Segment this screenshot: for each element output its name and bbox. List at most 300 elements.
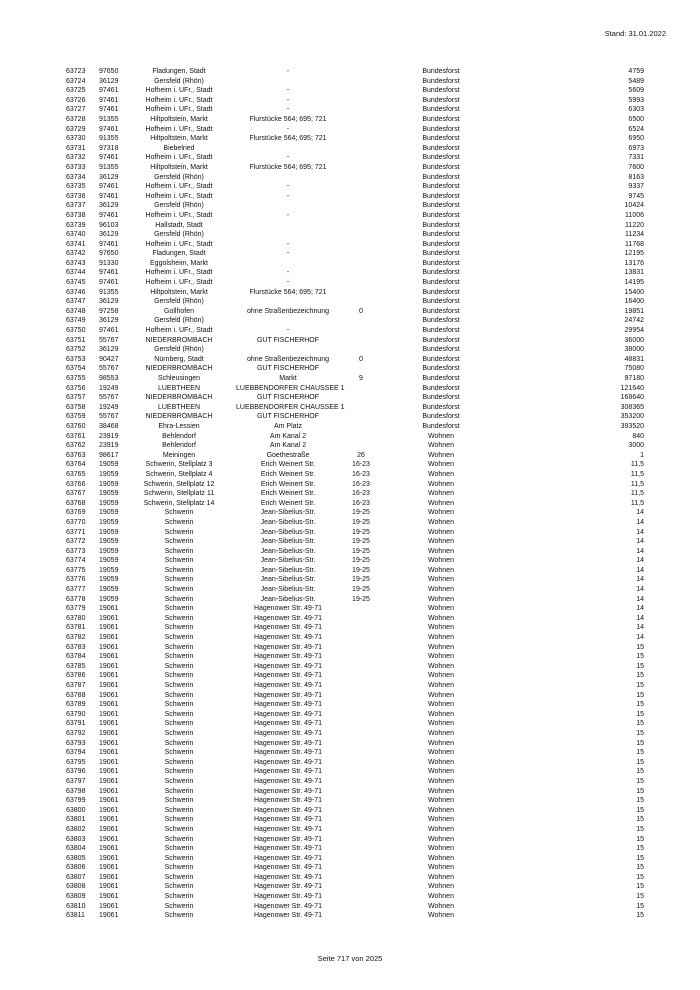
street-cell: -: [286, 240, 290, 248]
postal-code-cell: 55767: [99, 394, 119, 402]
table-row: [66, 825, 644, 835]
table-row: [66, 556, 644, 566]
area-value-cell: 14: [636, 509, 644, 517]
location-cell: Schwerin: [164, 586, 194, 594]
street-cell: Jean-Sibelius-Str.: [260, 509, 316, 517]
location-cell: Eggolsheim, Markt: [150, 259, 208, 267]
postal-code-cell: 19061: [99, 720, 119, 728]
area-value-cell: 13176: [624, 259, 644, 267]
area-value-cell: 15: [636, 643, 644, 651]
table-row: [66, 719, 644, 729]
usage-type-cell: Bundesforst: [422, 250, 460, 258]
table-row: [66, 902, 644, 912]
postal-code-cell: 19061: [99, 873, 119, 881]
row-id-cell: 63748: [66, 307, 86, 315]
table-row: [66, 480, 644, 490]
usage-type-cell: Bundesforst: [422, 307, 460, 315]
house-number-cell: 0: [359, 355, 363, 363]
street-cell: Hagenower Str. 49-71: [253, 816, 323, 824]
usage-type-cell: Wohnen: [428, 547, 454, 555]
row-id-cell: 63765: [66, 470, 86, 478]
postal-code-cell: 97461: [99, 269, 119, 277]
postal-code-cell: 19061: [99, 749, 119, 757]
area-value-cell: 12195: [624, 250, 644, 258]
area-value-cell: 15: [636, 902, 644, 910]
location-cell: Schwerin: [164, 557, 194, 565]
street-cell: -: [286, 87, 290, 95]
row-id-cell: 63732: [66, 154, 86, 162]
location-cell: Behlendorf: [162, 432, 196, 440]
area-value-cell: 14: [636, 528, 644, 536]
location-cell: Schwerin, Stellplatz 12: [143, 480, 215, 488]
usage-type-cell: Bundesforst: [422, 384, 460, 392]
usage-type-cell: Wohnen: [428, 643, 454, 651]
street-cell: ohne Straßenbezeichnung: [246, 355, 330, 363]
street-cell: Hagenower Str. 49-71: [253, 758, 323, 766]
row-id-cell: 63742: [66, 250, 86, 258]
postal-code-cell: 19059: [99, 461, 119, 469]
usage-type-cell: Wohnen: [428, 490, 454, 498]
usage-type-cell: Wohnen: [428, 614, 454, 622]
location-cell: Schwerin: [164, 720, 194, 728]
street-cell: LUEBBENDORFER CHAUSSEE 1: [236, 384, 345, 392]
street-cell: GUT FISCHERHOF: [256, 394, 320, 402]
usage-type-cell: Wohnen: [428, 566, 454, 574]
row-id-cell: 63766: [66, 480, 86, 488]
location-cell: Hofheim i. UFr., Stadt: [145, 192, 213, 200]
row-id-cell: 63772: [66, 538, 86, 546]
table-row: [66, 787, 644, 797]
area-value-cell: 11220: [625, 221, 644, 229]
row-id-cell: 63743: [66, 259, 86, 267]
row-id-cell: 63724: [66, 77, 86, 85]
postal-code-cell: 19061: [99, 758, 119, 766]
postal-code-cell: 97461: [99, 279, 119, 287]
area-value-cell: 121640: [620, 384, 644, 392]
usage-type-cell: Bundesforst: [422, 231, 460, 239]
usage-type-cell: Bundesforst: [422, 154, 460, 162]
house-number-cell: 0: [359, 307, 363, 315]
usage-type-cell: Bundesforst: [422, 192, 460, 200]
location-cell: Schwerin: [164, 595, 194, 603]
location-cell: NIEDERBROMBACH: [145, 394, 213, 402]
usage-type-cell: Wohnen: [428, 451, 454, 459]
row-id-cell: 63726: [66, 96, 86, 104]
usage-type-cell: Bundesforst: [422, 115, 460, 123]
row-id-cell: 63808: [66, 883, 86, 891]
street-cell: Hagenower Str. 49-71: [253, 854, 323, 862]
usage-type-cell: Wohnen: [428, 442, 454, 450]
street-cell: Hagenower Str. 49-71: [253, 614, 323, 622]
area-value-cell: 15: [636, 806, 644, 814]
table-row: [66, 758, 644, 768]
location-cell: Schwerin: [164, 653, 194, 661]
table-row: [66, 384, 644, 394]
postal-code-cell: 19061: [99, 662, 119, 670]
area-value-cell: 14: [636, 557, 644, 565]
street-cell: Hagenower Str. 49-71: [253, 643, 323, 651]
area-value-cell: 15: [636, 749, 644, 757]
table-row: [66, 508, 644, 518]
row-id-cell: 63809: [66, 893, 86, 901]
postal-code-cell: 55767: [99, 413, 119, 421]
location-cell: Hiltpoltstein, Markt: [150, 135, 208, 143]
row-id-cell: 63778: [66, 595, 86, 603]
table-row: [66, 671, 644, 681]
street-cell: Am Kanal 2: [269, 432, 307, 440]
usage-type-cell: Wohnen: [428, 499, 454, 507]
usage-type-cell: Wohnen: [428, 710, 454, 718]
postal-code-cell: 19061: [99, 864, 119, 872]
postal-code-cell: 97461: [99, 327, 119, 335]
street-cell: -: [286, 250, 290, 258]
usage-type-cell: Bundesforst: [422, 336, 460, 344]
location-cell: Schwerin: [164, 614, 194, 622]
postal-code-cell: 19059: [99, 490, 119, 498]
area-value-cell: 15: [636, 729, 644, 737]
area-value-cell: 15: [636, 682, 644, 689]
row-id-cell: 63771: [66, 528, 86, 536]
area-value-cell: 15: [636, 893, 644, 901]
table-row: [66, 163, 644, 173]
postal-code-cell: 97461: [99, 125, 119, 133]
table-row: [66, 499, 644, 509]
usage-type-cell: Bundesforst: [422, 269, 460, 277]
area-value-cell: 15: [636, 912, 644, 920]
street-cell: Hagenower Str. 49-71: [253, 720, 323, 728]
usage-type-cell: Wohnen: [428, 720, 454, 728]
street-cell: Hagenower Str. 49-71: [253, 893, 323, 901]
area-value-cell: 14: [636, 605, 644, 613]
table-row: [66, 806, 644, 816]
usage-type-cell: Wohnen: [428, 634, 454, 642]
postal-code-cell: 19061: [99, 634, 119, 642]
postal-code-cell: 23919: [99, 442, 119, 450]
table-row: [66, 192, 644, 202]
location-cell: LUEBTHEEN: [157, 384, 200, 392]
location-cell: Schwerin: [164, 672, 194, 680]
table-row: [66, 432, 644, 442]
row-id-cell: 63747: [66, 298, 86, 306]
street-cell: Flurstücke 564; 695; 721: [249, 115, 327, 123]
area-value-cell: 15: [636, 864, 644, 872]
house-number-cell: 9: [359, 375, 363, 382]
usage-type-cell: Bundesforst: [422, 163, 460, 171]
postal-code-cell: 36129: [99, 231, 119, 239]
usage-type-cell: Bundesforst: [422, 346, 460, 354]
area-value-cell: 15: [636, 768, 644, 776]
location-cell: Schwerin: [164, 768, 194, 776]
house-number-cell: 19-25: [352, 595, 370, 603]
street-cell: Hagenower Str. 49-71: [253, 864, 323, 872]
house-number-cell: 19-25: [352, 509, 370, 517]
table-row: [66, 633, 644, 643]
usage-type-cell: Wohnen: [428, 509, 454, 517]
street-cell: Hagenower Str. 49-71: [253, 739, 323, 747]
area-value-cell: 15: [636, 691, 644, 699]
house-number-cell: 19-25: [352, 547, 370, 555]
row-id-cell: 63810: [66, 902, 86, 910]
table-row: [66, 96, 644, 106]
location-cell: Schwerin: [164, 758, 194, 766]
usage-type-cell: Wohnen: [428, 835, 454, 843]
area-value-cell: 15: [636, 835, 644, 843]
postal-code-cell: 19061: [99, 777, 119, 785]
area-value-cell: 11006: [625, 211, 644, 219]
street-cell: Hagenower Str. 49-71: [253, 701, 323, 709]
row-id-cell: 63777: [66, 586, 86, 594]
table-row: [66, 297, 644, 307]
postal-code-cell: 19061: [99, 739, 119, 747]
location-cell: Schwerin: [164, 538, 194, 546]
area-value-cell: 15: [636, 739, 644, 747]
area-value-cell: 14: [636, 624, 644, 632]
street-cell: ohne Straßenbezeichnung: [246, 307, 330, 315]
table-row: [66, 652, 644, 662]
postal-code-cell: 19059: [99, 480, 119, 488]
street-cell: Hagenower Str. 49-71: [253, 682, 323, 689]
usage-type-cell: Wohnen: [428, 912, 454, 920]
location-cell: Biebelried: [163, 144, 195, 152]
table-row: [66, 882, 644, 892]
table-row: [66, 393, 644, 403]
postal-code-cell: 19059: [99, 576, 119, 584]
usage-type-cell: Wohnen: [428, 595, 454, 603]
postal-code-cell: 97461: [99, 192, 119, 200]
location-cell: Nürnberg, Stadt: [154, 355, 204, 363]
area-value-cell: 6524: [628, 125, 644, 133]
table-row: [66, 288, 644, 298]
street-cell: Hagenower Str. 49-71: [253, 902, 323, 910]
postal-code-cell: 19061: [99, 854, 119, 862]
row-id-cell: 63734: [66, 173, 86, 181]
usage-type-cell: Bundesforst: [422, 125, 460, 133]
area-value-cell: 7600: [628, 163, 644, 171]
street-cell: Flurstücke 564; 695; 721: [249, 163, 327, 171]
table-row: [66, 614, 644, 624]
table-row: [66, 221, 644, 231]
street-cell: Jean-Sibelius-Str.: [260, 518, 316, 526]
usage-type-cell: Wohnen: [428, 873, 454, 881]
row-id-cell: 63795: [66, 758, 86, 766]
area-value-cell: 11234: [625, 231, 644, 239]
table-row: [66, 412, 644, 422]
table-row: [66, 144, 644, 154]
table-row: [66, 892, 644, 902]
house-number-cell: 16-23: [352, 480, 370, 488]
row-id-cell: 63735: [66, 183, 86, 191]
usage-type-cell: Bundesforst: [422, 327, 460, 335]
area-value-cell: 15: [636, 720, 644, 728]
location-cell: Hofheim i. UFr., Stadt: [145, 87, 213, 95]
location-cell: Hiltpoltstein, Markt: [150, 115, 208, 123]
postal-code-cell: 91330: [99, 259, 119, 267]
usage-type-cell: Wohnen: [428, 787, 454, 795]
row-id-cell: 63723: [66, 68, 86, 75]
location-cell: Gersfeld (Rhön): [154, 202, 204, 210]
postal-code-cell: 19059: [99, 586, 119, 594]
location-cell: NIEDERBROMBACH: [145, 365, 213, 373]
area-value-cell: 15: [636, 797, 644, 805]
table-row: [66, 441, 644, 451]
usage-type-cell: Wohnen: [428, 528, 454, 536]
usage-type-cell: Wohnen: [428, 797, 454, 805]
usage-type-cell: Bundesforst: [422, 375, 460, 382]
usage-type-cell: Bundesforst: [422, 394, 460, 402]
street-cell: Erich Weinert Str.: [260, 461, 316, 469]
postal-code-cell: 97650: [99, 250, 119, 258]
location-cell: Hofheim i. UFr., Stadt: [145, 183, 213, 191]
area-value-cell: 36000: [624, 336, 644, 344]
table-row: [66, 345, 644, 355]
postal-code-cell: 19061: [99, 845, 119, 853]
location-cell: Hallstadt, Stadt: [155, 221, 203, 229]
house-number-cell: 19-25: [352, 557, 370, 565]
location-cell: Hofheim i. UFr., Stadt: [145, 240, 213, 248]
street-cell: Hagenower Str. 49-71: [253, 835, 323, 843]
street-cell: -: [286, 68, 290, 75]
postal-code-cell: 19061: [99, 643, 119, 651]
table-row: [66, 710, 644, 720]
area-value-cell: 5609: [628, 87, 644, 95]
row-id-cell: 63763: [66, 451, 86, 459]
location-cell: Schleusingen: [157, 375, 201, 382]
location-cell: Schwerin: [164, 643, 194, 651]
postal-code-cell: 97461: [99, 106, 119, 114]
table-row: [66, 77, 644, 87]
postal-code-cell: 91355: [99, 135, 119, 143]
postal-code-cell: 19061: [99, 797, 119, 805]
area-value-cell: 29954: [624, 327, 644, 335]
postal-code-cell: 97461: [99, 183, 119, 191]
table-row: [66, 201, 644, 211]
usage-type-cell: Wohnen: [428, 729, 454, 737]
postal-code-cell: 19061: [99, 816, 119, 824]
postal-code-cell: 19059: [99, 547, 119, 555]
location-cell: Schwerin: [164, 816, 194, 824]
row-id-cell: 63760: [66, 422, 86, 430]
table-row: [66, 307, 644, 317]
location-cell: Hofheim i. UFr., Stadt: [145, 211, 213, 219]
house-number-cell: 19-25: [352, 528, 370, 536]
usage-type-cell: Bundesforst: [422, 288, 460, 296]
postal-code-cell: 19061: [99, 729, 119, 737]
area-value-cell: 6973: [628, 144, 644, 152]
area-value-cell: 10424: [624, 202, 644, 210]
street-cell: Am Kanal 2: [269, 442, 307, 450]
postal-code-cell: 23919: [99, 432, 119, 440]
table-row: [66, 643, 644, 653]
area-value-cell: 308365: [620, 403, 644, 411]
house-number-cell: 19-25: [352, 586, 370, 594]
row-id-cell: 63731: [66, 144, 86, 152]
row-id-cell: 63796: [66, 768, 86, 776]
row-id-cell: 63797: [66, 777, 86, 785]
postal-code-cell: 36129: [99, 317, 119, 325]
usage-type-cell: Wohnen: [428, 893, 454, 901]
table-row: [66, 240, 644, 250]
table-row: [66, 873, 644, 883]
postal-code-cell: 97461: [99, 240, 119, 248]
area-value-cell: 13831: [624, 269, 644, 277]
table-row: [66, 748, 644, 758]
row-id-cell: 63794: [66, 749, 86, 757]
area-value-cell: 168640: [620, 394, 644, 402]
street-cell: Jean-Sibelius-Str.: [260, 595, 316, 603]
row-id-cell: 63740: [66, 231, 86, 239]
row-id-cell: 63758: [66, 403, 86, 411]
postal-code-cell: 19061: [99, 624, 119, 632]
location-cell: Hofheim i. UFr., Stadt: [145, 269, 213, 277]
house-number-cell: 16-23: [352, 470, 370, 478]
row-id-cell: 63793: [66, 739, 86, 747]
postal-code-cell: 98617: [99, 451, 119, 459]
table-row: [66, 547, 644, 557]
area-value-cell: 15: [636, 672, 644, 680]
house-number-cell: 16-23: [352, 499, 370, 507]
area-value-cell: 11,5: [630, 470, 644, 478]
usage-type-cell: Bundesforst: [422, 68, 460, 75]
location-cell: Schwerin: [164, 739, 194, 747]
location-cell: Behlendorf: [162, 442, 196, 450]
street-cell: -: [286, 327, 290, 335]
location-cell: Schwerin: [164, 912, 194, 920]
area-value-cell: 24742: [624, 317, 644, 325]
house-number-cell: 19-25: [352, 538, 370, 546]
table-row: [66, 767, 644, 777]
usage-type-cell: Wohnen: [428, 701, 454, 709]
location-cell: Hofheim i. UFr., Stadt: [145, 125, 213, 133]
location-cell: Schwerin: [164, 845, 194, 853]
usage-type-cell: Wohnen: [428, 653, 454, 661]
table-row: [66, 211, 644, 221]
table-row: [66, 460, 644, 470]
usage-type-cell: Bundesforst: [422, 135, 460, 143]
usage-type-cell: Wohnen: [428, 662, 454, 670]
row-id-cell: 63745: [66, 279, 86, 287]
usage-type-cell: Wohnen: [428, 854, 454, 862]
location-cell: NIEDERBROMBACH: [145, 413, 213, 421]
row-id-cell: 63789: [66, 701, 86, 709]
row-id-cell: 63783: [66, 643, 86, 651]
postal-code-cell: 19061: [99, 825, 119, 833]
location-cell: Schwerin: [164, 797, 194, 805]
postal-code-cell: 96103: [99, 221, 119, 229]
row-id-cell: 63738: [66, 211, 86, 219]
location-cell: Schwerin: [164, 710, 194, 718]
area-value-cell: 14: [636, 634, 644, 642]
postal-code-cell: 19061: [99, 614, 119, 622]
street-cell: -: [286, 183, 290, 191]
postal-code-cell: 19059: [99, 595, 119, 603]
row-id-cell: 63755: [66, 375, 86, 382]
street-cell: Jean-Sibelius-Str.: [260, 528, 316, 536]
area-value-cell: 48831: [624, 355, 644, 363]
usage-type-cell: Bundesforst: [422, 77, 460, 85]
table-row: [66, 470, 644, 480]
area-value-cell: 15400: [624, 288, 644, 296]
area-value-cell: 840: [632, 432, 644, 440]
stand-date: Stand: 31.01.2022: [604, 29, 666, 38]
usage-type-cell: Bundesforst: [422, 240, 460, 248]
table-row: [66, 86, 644, 96]
house-number-cell: 16-23: [352, 461, 370, 469]
street-cell: Jean-Sibelius-Str.: [260, 586, 316, 594]
location-cell: Fladungen, Stadt: [152, 250, 206, 258]
usage-type-cell: Wohnen: [428, 557, 454, 565]
usage-type-cell: Wohnen: [428, 624, 454, 632]
postal-code-cell: 91355: [99, 163, 119, 171]
